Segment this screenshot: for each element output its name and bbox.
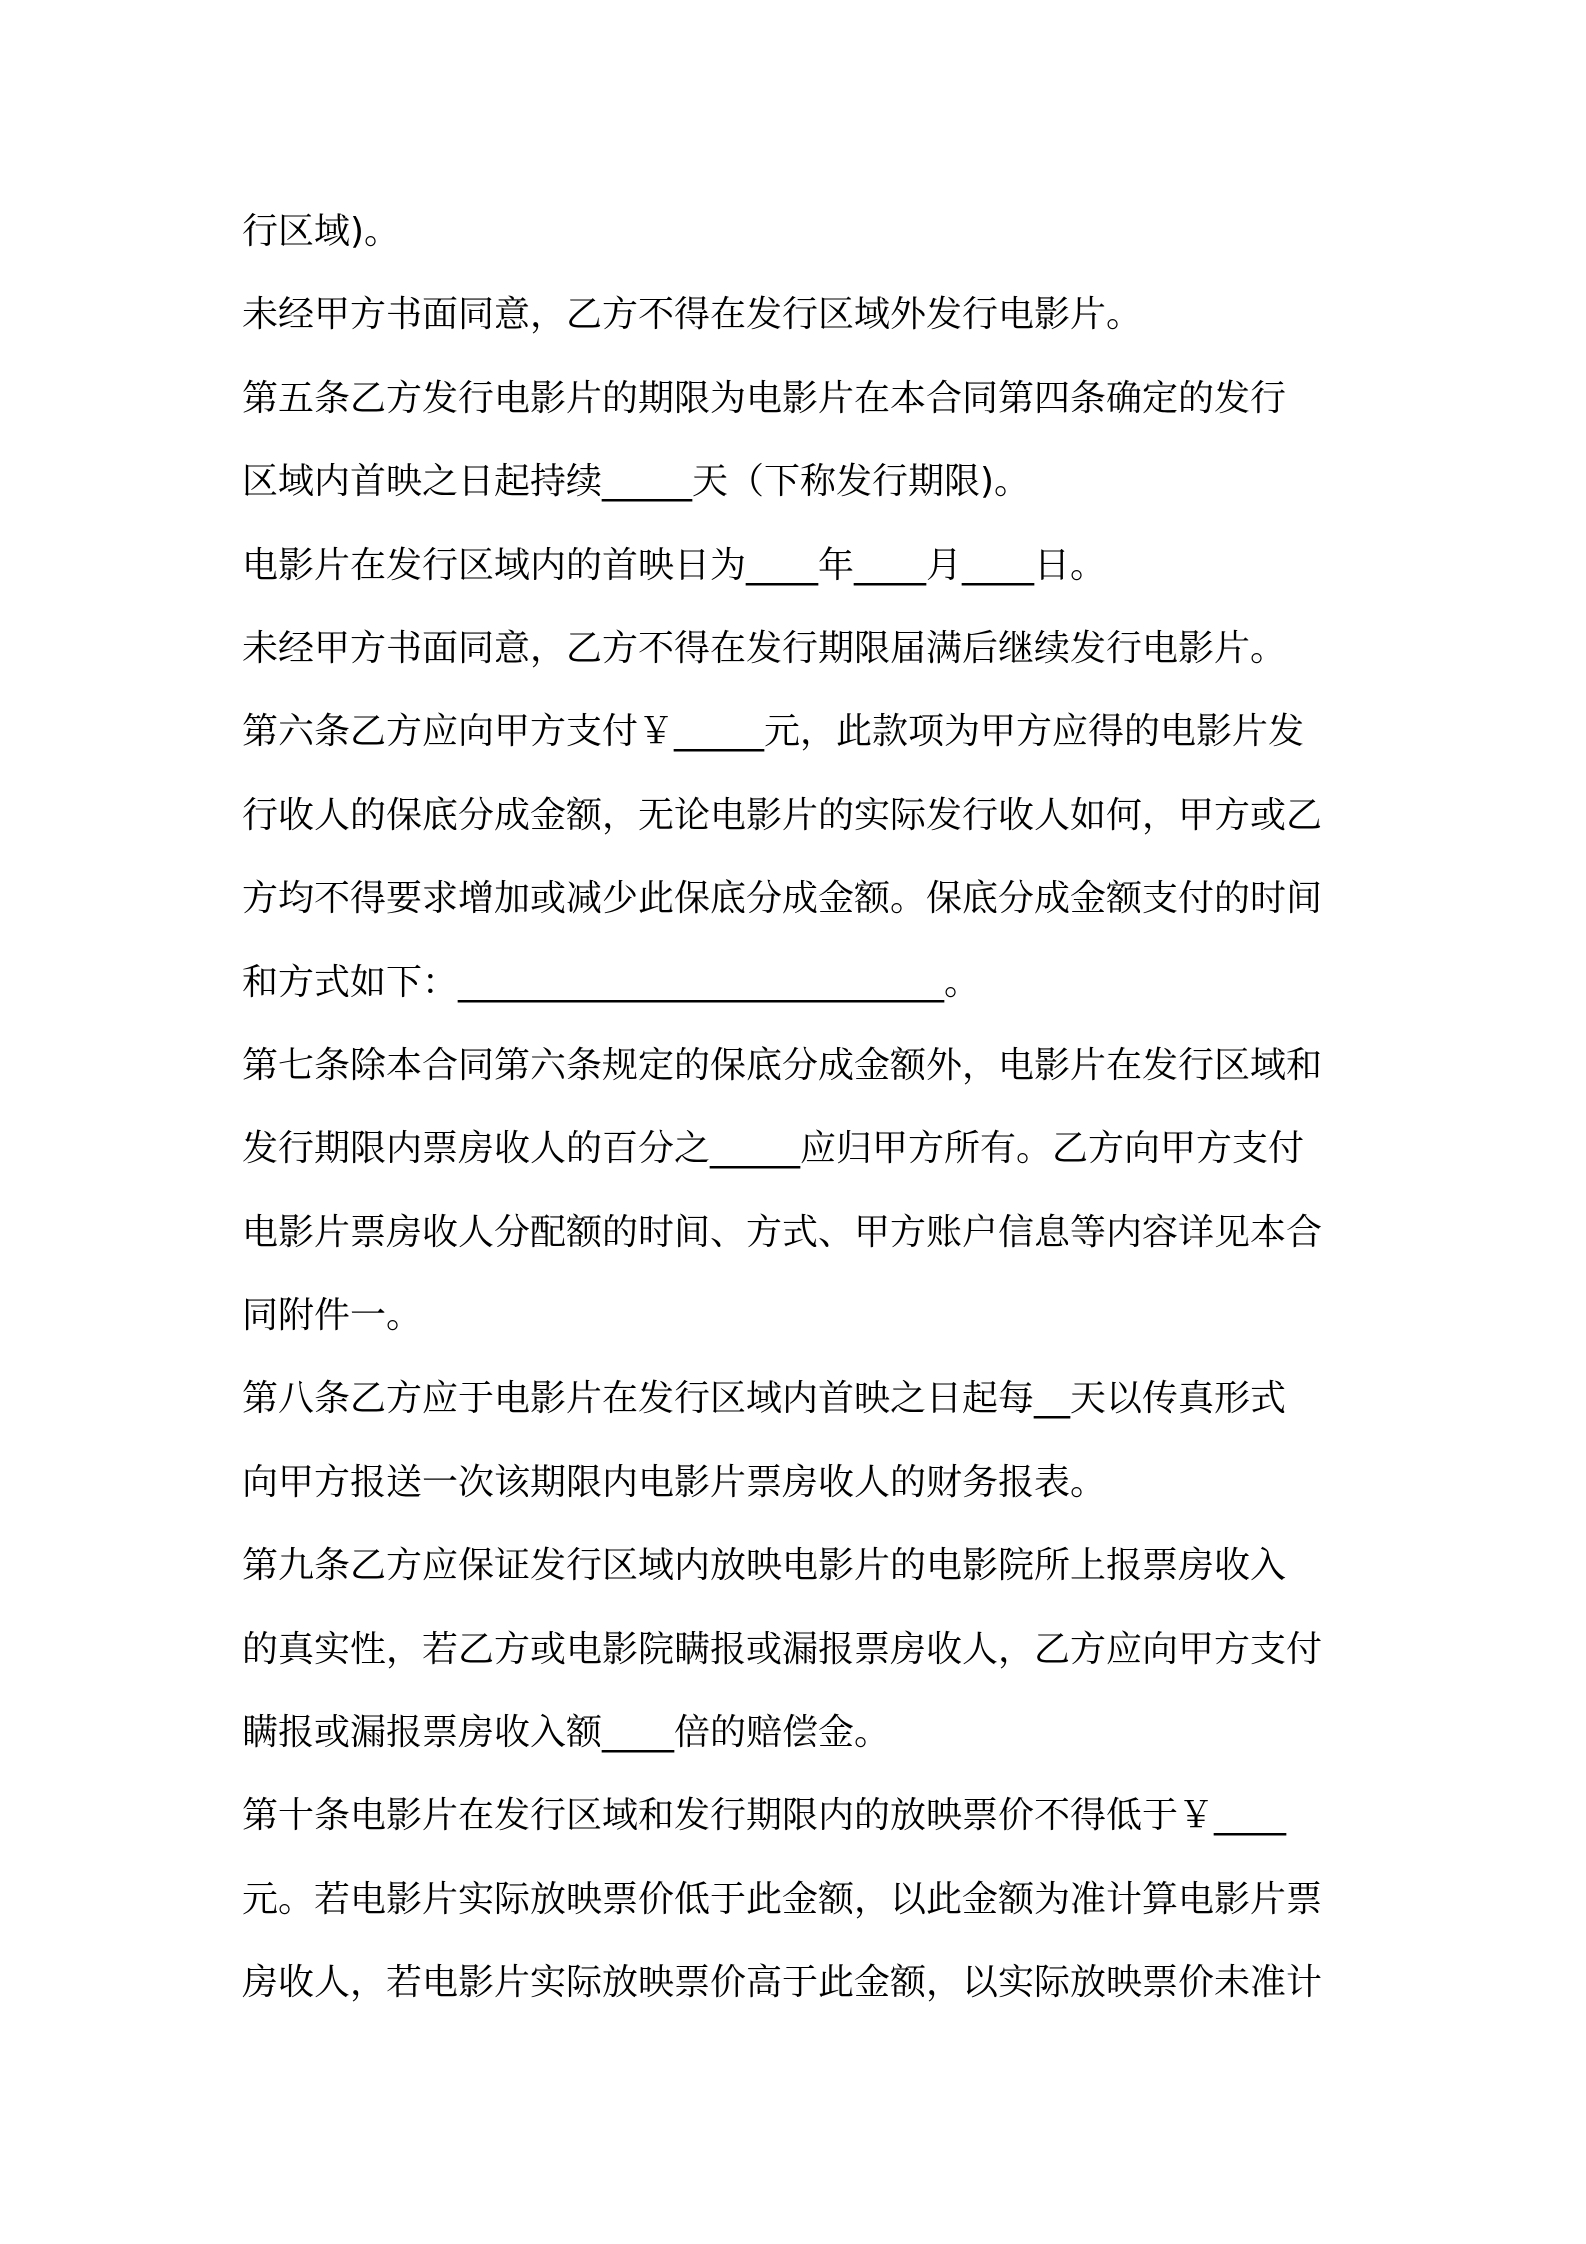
text-line: 向甲方报送一次该期限内电影片票房收人的财务报表。 — [242, 1461, 1107, 1503]
text-line: 瞒报或漏报票房收入额____倍的赔偿金。 — [242, 1712, 891, 1754]
text-line: 方均不得要求增加或减少此保底分成金额。保底分成金额支付的时间 — [242, 878, 1323, 920]
text-line: 未经甲方书面同意，乙方不得在发行期限届满后继续发行电影片。 — [242, 627, 1287, 669]
text-line: 第六条乙方应向甲方支付￥_____元，此款项为甲方应得的电影片发 — [242, 711, 1305, 753]
text-line: 电影片在发行区域内的首映日为____年____月____日。 — [242, 544, 1107, 586]
text-line: 第八条乙方应于电影片在发行区域内首映之日起每__天以传真形式 — [242, 1378, 1287, 1420]
text-line: 的真实性，若乙方或电影院瞒报或漏报票房收人，乙方应向甲方支付 — [242, 1628, 1323, 1670]
text-line: 同附件一。 — [242, 1295, 423, 1337]
text-line: 发行期限内票房收人的百分之_____应归甲方所有。乙方向甲方支付 — [242, 1128, 1305, 1170]
text-line: 第七条除本合同第六条规定的保底分成金额外，电影片在发行区域和 — [242, 1044, 1323, 1086]
text-line: 电影片票房收人分配额的时间、方式、甲方账户信息等内容详见本合 — [242, 1211, 1323, 1253]
document-body — [242, 190, 1362, 2025]
text-line: 第十条电影片在发行区域和发行期限内的放映票价不得低于￥____ — [242, 1795, 1287, 1837]
text-line: 区域内首映之日起持续_____天（下称发行期限)。 — [242, 461, 1031, 503]
text-line: 未经甲方书面同意，乙方不得在发行区域外发行电影片。 — [242, 294, 1143, 336]
text-line: 第五条乙方发行电影片的期限为电影片在本合同第四条确定的发行 — [242, 377, 1287, 419]
text-line: 行区域)。 — [242, 211, 401, 252]
text-line: 第九条乙方应保证发行区域内放映电影片的电影院所上报票房收入 — [242, 1545, 1287, 1587]
text-line: 房收人，若电影片实际放映票价高于此金额，以实际放映票价未准计 — [242, 1962, 1323, 2004]
text-line: 和方式如下：___________________________。 — [242, 961, 981, 1003]
text-line: 元。若电影片实际放映票价低于此金额，以此金额为准计算电影片票 — [242, 1878, 1323, 1920]
text-line: 行收人的保底分成金额，无论电影片的实际发行收人如何，甲方或乙 — [242, 794, 1323, 836]
